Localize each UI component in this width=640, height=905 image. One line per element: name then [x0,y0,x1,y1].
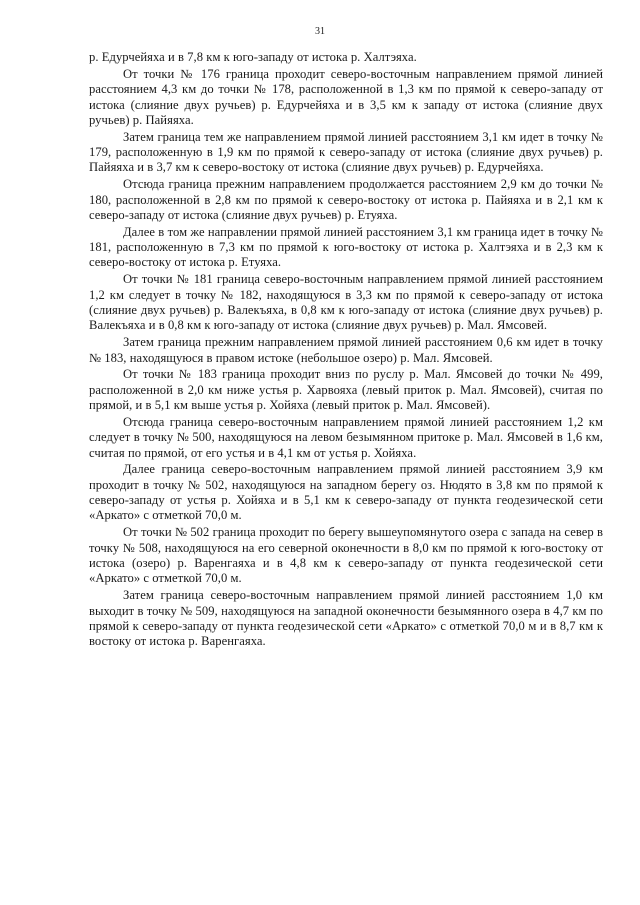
page-number: 31 [315,26,325,37]
paragraph-3: Затем граница тем же направлением прямой линией расстоянием 3,1 км идет в точку № 179, расположенную в 1,9 км по прямой к северо-западу от истока (слияние двух ручьев) р. Пайяяха и в 3,7 км к северо-востоку от истока (слияние двух ручьев) р. Едурчейяха. [89,129,603,175]
paragraph-1: р. Едурчейяха и в 7,8 км к юго-западу от истока р. Халтэяха. [89,50,417,64]
paragraph-9: Отсюда граница северо-восточным направлением прямой линией расстоянием 1,2 км следует в точку № 500, находящуюся на левом безымянном притоке р. Мал. Ямсовей в 1,6 км, считая по прямой, от его устья и в 4,1 км от устья р. Хойяха. [89,414,603,460]
paragraph-11: От точки № 502 граница проходит по берегу вышеупомянутого озера с запада на север в точку № 508, находящуюся на его северной оконечности в 8,0 км по прямой к юго-востоку от истока (озеро) р. Варенгаяха и в 4,8 км к северо-западу от пункта геодезической сети «Аркато» с отметкой 70,0 м. [89,525,603,586]
paragraph-12: Затем граница северо-восточным направлением прямой линией расстоянием 1,0 км выходит в точку № 509, находящуюся на западной оконечности безымянного озера в 4,7 км по прямой к северо-западу от пункта геодезической сети «Аркато» с отметкой 70,0 м и в 8,7 км к востоку от истока р. Варенгаяха. [89,588,603,649]
paragraph-5: Далее в том же направлении прямой линией расстоянием 3,1 км граница идет в точку № 181, расположенную в 7,3 км по прямой к юго-востоку от истока р. Халтэяха и в 2,3 км к северо-востоку от истока р. Етуяха. [89,224,603,270]
paragraph-8: От точки № 183 граница проходит вниз по руслу р. Мал. Ямсовей до точки № 499, расположенной в 2,0 км ниже устья р. Харвояха (левый приток р. Мал. Ямсовей), считая по прямой, и в 5,1 км выше устья р. Хойяха (левый приток р. Мал. Ямсовей). [89,367,603,413]
paragraph-6: От точки № 181 граница северо-восточным направлением прямой линией расстоянием 1,2 км следует в точку № 182, находящуюся в 3,3 км по прямой к северо-западу от истока (слияние двух ручьев) р. Валекъяха, в 0,8 км к юго-западу от истока (слияние двух ручьев) р. Валекъяха и в 0,8 км к юго-западу от истока (слияние двух ручьев) р. Мал. Ямсовей. [89,272,603,333]
document-body [89,50,603,651]
paragraph-10: Далее граница северо-восточным направлением прямой линией расстоянием 3,9 км проходит в точку № 502, находящуюся на западном берегу оз. Нюдято в 3,8 км по прямой к северо-западу от устья р. Хойяха и в 5,1 км к северо-западу от пункта геодезической сети «Аркато» с отметкой 70,0 м. [89,462,603,523]
paragraph-2: От точки № 176 граница проходит северо-восточным направлением прямой линией расстоянием 4,3 км до точки № 178, расположенной в 1,3 км по прямой к северо-западу от истока (слияние двух ручьев) р. Едурчейяха и в 3,5 км к западу от истока (слияние двух ручьев) р. Пайяяха. [89,66,603,127]
paragraph-7: Затем граница прежним направлением прямой линией расстоянием 0,6 км идет в точку № 183, находящуюся в правом истоке (небольшое озеро) р. Мал. Ямсовей. [89,335,603,365]
paragraph-4: Отсюда граница прежним направлением продолжается расстоянием 2,9 км до точки № 180, расположенной в 2,8 км по прямой к северо-востоку от истока р. Пайяяха и в 2,1 км к северо-западу от истока (слияние двух ручьев) р. Етуяха. [89,177,603,222]
